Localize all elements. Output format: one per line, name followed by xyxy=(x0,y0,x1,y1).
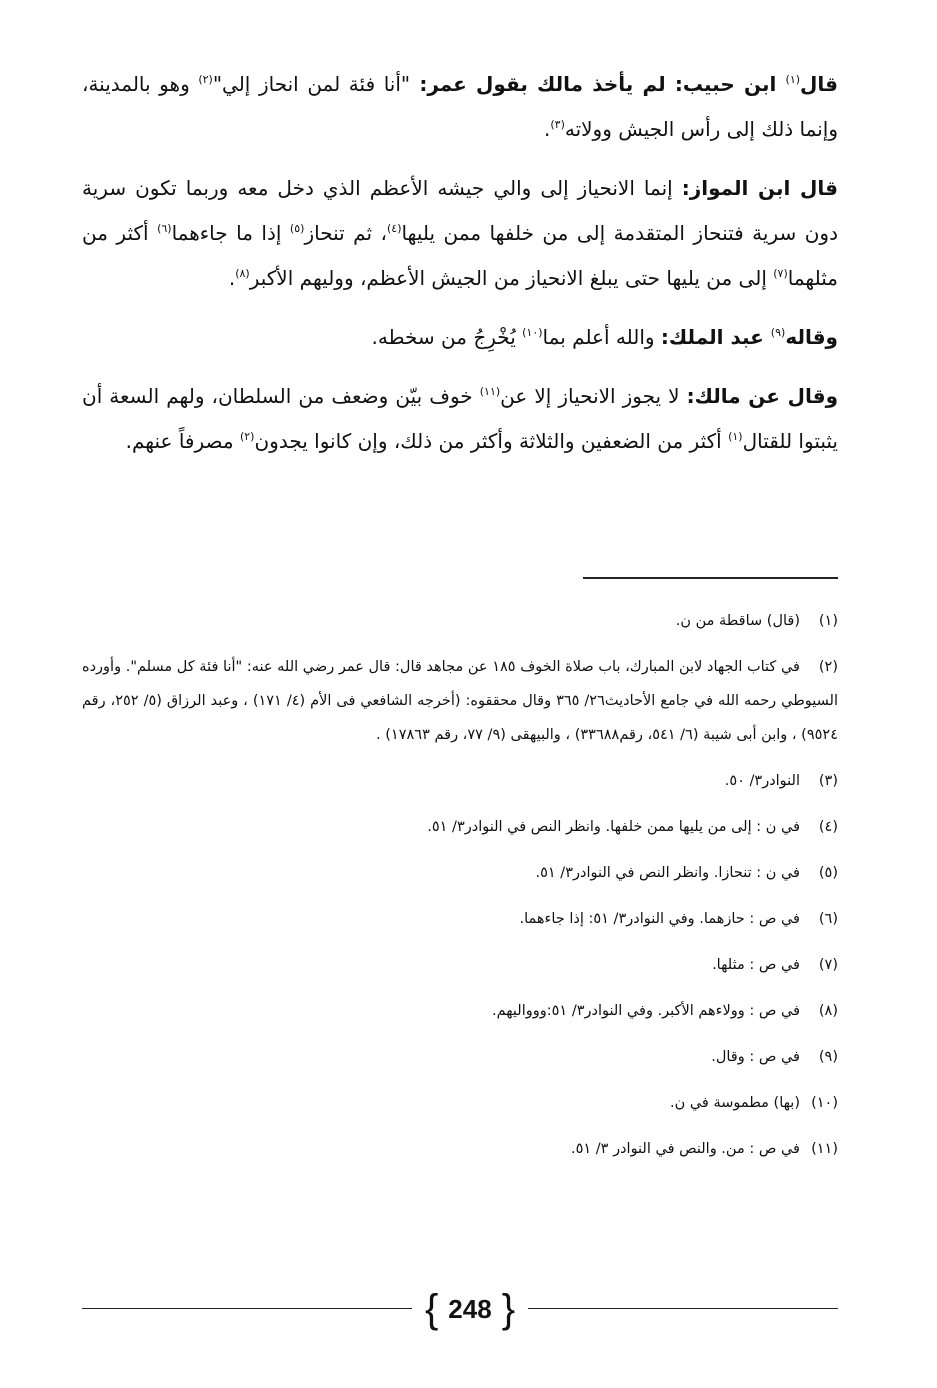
footnote-text: (قال) ساقطة من ن. xyxy=(675,613,800,629)
footnote-text: في ص : وولاءهم الأكبر. وفي النوادر٣/ ٥١:ووواليهم. xyxy=(491,1003,800,1019)
footnote-ref: (٢) xyxy=(198,73,213,86)
footnote-ref: (٨) xyxy=(235,267,250,280)
footnote xyxy=(82,810,838,844)
footnote-ref: (١) xyxy=(728,430,743,443)
footnote xyxy=(82,764,838,798)
footnote-number: (١١) xyxy=(811,1141,838,1157)
text-run: أكثر من مثلهما xyxy=(82,221,838,290)
footnote-number: (٣) xyxy=(818,773,838,789)
footnote-text: في ص : وقال. xyxy=(711,1049,800,1065)
footnote-text: في كتاب الجهاد لابن المبارك، باب صلاة الخوف ١٨٥ عن مجاهد قال: قال عمر رضي الله عنه: "أنا فئة كل مسلم". وأورده السيوطي رحمه الله في جامع الأحاديث٢٦/ ٣٦٥ وقال محققوه: (أخرجه الشافعي فى الأم (٤/ ١٧١) ، وعبد الرزاق (٥/ ٢٥٢، رقم ٩٥٢٤) ، وابن أبى شيبة (٦/ ٥٤١، رقم٣٣٦٨٨) ، والبيهقى (٩/ ٧٧، رقم ١٧٨٦٣) . xyxy=(82,659,839,743)
brace-open: { xyxy=(424,1287,439,1331)
paragraph xyxy=(82,374,838,464)
footnote xyxy=(82,1040,838,1074)
footer-rule-right xyxy=(528,1308,838,1309)
footnote-text: النوادر٣/ ٥٠. xyxy=(724,773,800,789)
page-number-box xyxy=(412,1286,528,1332)
text-run: . xyxy=(228,266,236,290)
footnote xyxy=(82,994,838,1028)
footnote-text: (بها) مطموسة في ن. xyxy=(669,1095,800,1111)
footnote xyxy=(82,1086,838,1120)
footnote-number: (٧) xyxy=(818,957,838,973)
footnotes xyxy=(82,604,838,1178)
paragraph xyxy=(82,166,838,301)
footnote-number: (٦) xyxy=(818,911,838,927)
paragraph xyxy=(82,62,838,152)
footnote-text: في ص : من. والنص في النوادر ٣/ ٥١. xyxy=(570,1141,800,1157)
bold-text: ابن حبيب: لم يأخذ مالك بقول عمر: xyxy=(410,72,786,96)
text-run: والله أعلم بما xyxy=(542,325,661,349)
footnote-number: (٤) xyxy=(818,819,838,835)
paragraph xyxy=(82,315,838,360)
text-run: أكثر من الضعفين والثلاثة وأكثر من ذلك، وإن كانوا يجدون xyxy=(254,429,729,453)
text-run: يُخْرِجُ من سخطه. xyxy=(371,325,523,349)
text-run: ، ثم تنحاز xyxy=(304,221,387,245)
footnote-text: في ن : إلى من يليها ممن خلفها. وانظر النص في النوادر٣/ ٥١. xyxy=(427,819,800,835)
footnote-number: (٨) xyxy=(818,1003,838,1019)
paragraph-lead: قال ابن المواز: xyxy=(681,176,838,200)
footnote-number: (١٠) xyxy=(811,1095,838,1111)
footnote-number: (١) xyxy=(818,613,838,629)
footnote-number: (٥) xyxy=(818,865,838,881)
footnote-text: في ص : حازهما. وفي النوادر٣/ ٥١: إذا جاءهما. xyxy=(519,911,800,927)
footnote-ref: (١١) xyxy=(479,385,501,398)
footnote-text: في ن : تنحازا. وانظر النص في النوادر٣/ ٥١. xyxy=(535,865,800,881)
footnote-ref: (٦) xyxy=(157,222,172,235)
footnote xyxy=(82,650,838,752)
footnote-ref: (٩) xyxy=(770,326,786,339)
brace-close: } xyxy=(501,1287,516,1331)
footnote-ref: (٧) xyxy=(773,267,788,280)
footnote-ref: (٢) xyxy=(239,430,255,443)
footnote xyxy=(82,948,838,982)
footnote-number: (٢) xyxy=(818,659,838,675)
footnote-text: في ص : مثلها. xyxy=(712,957,800,973)
footnote-ref: (١٠) xyxy=(522,326,543,339)
text-run: خوف بيّن وضعف من السلطان، ولهم السعة أن يثبتوا للقتال xyxy=(82,384,838,453)
footnote-ref: (٣) xyxy=(550,118,565,131)
text-run: . xyxy=(543,117,551,141)
text-run: إنما الانحياز إلى والي جيشه الأعظم الذي دخل معه وربما تكون سرية دون سرية فتنحاز المتقدمة إلى من خلفها ممن يليها xyxy=(82,176,838,245)
paragraph-lead: وقال عن مالك: xyxy=(686,384,839,408)
footnote-ref: (٥) xyxy=(289,222,305,235)
footnote-number: (٩) xyxy=(818,1049,838,1065)
footnote-ref: (١) xyxy=(785,73,801,86)
footnote xyxy=(82,856,838,890)
footnote xyxy=(82,902,838,936)
page-footer xyxy=(82,1286,838,1332)
text-run: إلى من يليها حتى يبلغ الانحياز من الجيش الأعظم، ووليهم الأكبر xyxy=(249,266,774,290)
text-run: إذا ما جاءهما xyxy=(171,221,290,245)
page-number: 248 xyxy=(448,1294,492,1324)
text-run: مصرفاً عنهم. xyxy=(125,429,240,453)
paragraph-lead: وقاله xyxy=(785,325,838,349)
footnote xyxy=(82,604,838,638)
footnote xyxy=(82,1132,838,1166)
footnote-ref: (٤) xyxy=(387,222,402,235)
text-run: "أنا فئة لمن انحاز إلي" xyxy=(212,72,411,96)
footnote-separator xyxy=(583,577,838,579)
text-run: لا يجوز الانحياز إلا عن xyxy=(500,384,687,408)
main-text xyxy=(82,62,838,478)
footer-rule-left xyxy=(82,1308,412,1309)
text-run: وهو بالمدينة، وإنما ذلك إلى رأس الجيش وولاته xyxy=(82,72,838,141)
bold-text: عبد الملك: xyxy=(660,325,771,349)
paragraph-lead: قال xyxy=(800,72,838,96)
